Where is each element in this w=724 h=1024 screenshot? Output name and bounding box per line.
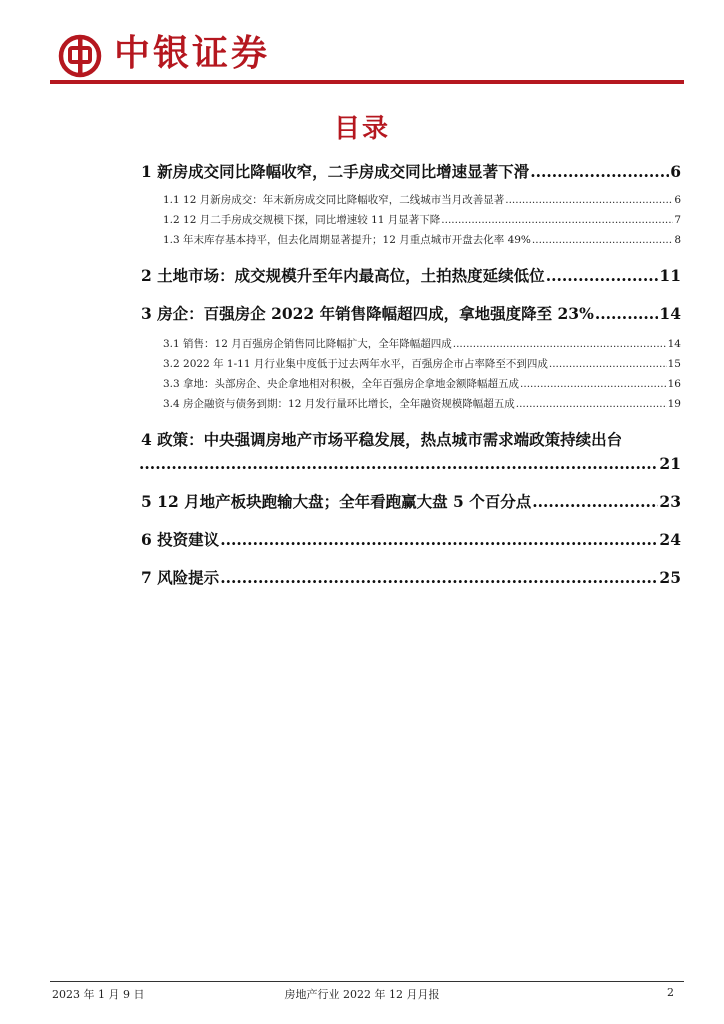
toc-entry-2[interactable]: 2 土地市场：成交规模升至年内最高位，土拍热度延续低位 ..... 11 xyxy=(141,264,681,288)
toc-entry-1-2[interactable]: 1.2 12 月二手房成交规模下探，同比增速较 11 月显著下降 ..... 7 xyxy=(141,210,681,230)
toc-entry-6[interactable]: 6 投资建议 ..... 24 xyxy=(141,528,681,552)
toc-entry-1[interactable]: 1 新房成交同比降幅收窄，二手房成交同比增速显著下滑 ..... 6 xyxy=(141,160,681,184)
toc-entry-4-page: 21 xyxy=(659,454,681,473)
toc-entry-1-1[interactable]: 1.1 12 月新房成交：年末新房成交同比降幅收窄，二线城市当月改善显著 ..... 6 xyxy=(141,190,681,210)
brand-name: 中银证券 xyxy=(114,33,271,74)
toc-entry-4-text: 4 政策：中央强调房地产市场平稳发展，热点城市需求端政策持续出台 xyxy=(141,430,623,449)
page-number: 2 xyxy=(667,986,674,999)
footer-divider xyxy=(50,981,684,982)
toc-entry-3-3[interactable]: 3.3 拿地：头部房企、央企拿地相对积极，全年百强房企拿地金额降幅超五成 ..... 16 xyxy=(141,374,681,394)
toc-entry-4[interactable] xyxy=(141,428,681,476)
toc-entry-3-2[interactable]: 3.2 2022 年 1-11 月行业集中度低于过去两年水平，百强房企市占率降至不到四成 ..... 15 xyxy=(141,354,681,374)
table-of-contents xyxy=(141,160,681,590)
bank-of-china-logo-icon xyxy=(58,34,102,78)
toc-entry-3-4[interactable]: 3.4 房企融资与债务到期：12 月发行量环比增长，全年融资规模降幅超五成 ..... 19 xyxy=(141,394,681,414)
page-header xyxy=(50,30,684,82)
toc-entry-7[interactable]: 7 风险提示 ..... 25 xyxy=(141,566,681,590)
footer-date: 2023 年 1 月 9 日 xyxy=(52,988,145,1001)
toc-entry-3-1[interactable]: 3.1 销售：12 月百强房企销售同比降幅扩大，全年降幅超四成 ..... 14 xyxy=(141,334,681,354)
toc-entry-3[interactable]: 3 房企：百强房企 2022 年销售降幅超四成，拿地强度降至 23% ..... 14 xyxy=(141,302,681,326)
toc-entry-1-3[interactable]: 1.3 年末库存基本持平，但去化周期显著提升；12 月重点城市开盘去化率 49% ..... 8 xyxy=(141,230,681,250)
toc-entry-5[interactable]: 5 12 月地产板块跑输大盘；全年看跑赢大盘 5 个百分点 ..... 23 xyxy=(141,490,681,514)
header-divider xyxy=(50,80,684,84)
toc-title: 目录 xyxy=(333,114,390,144)
footer-report-title: 房地产行业 2022 年 12 月月报 xyxy=(284,988,440,1001)
